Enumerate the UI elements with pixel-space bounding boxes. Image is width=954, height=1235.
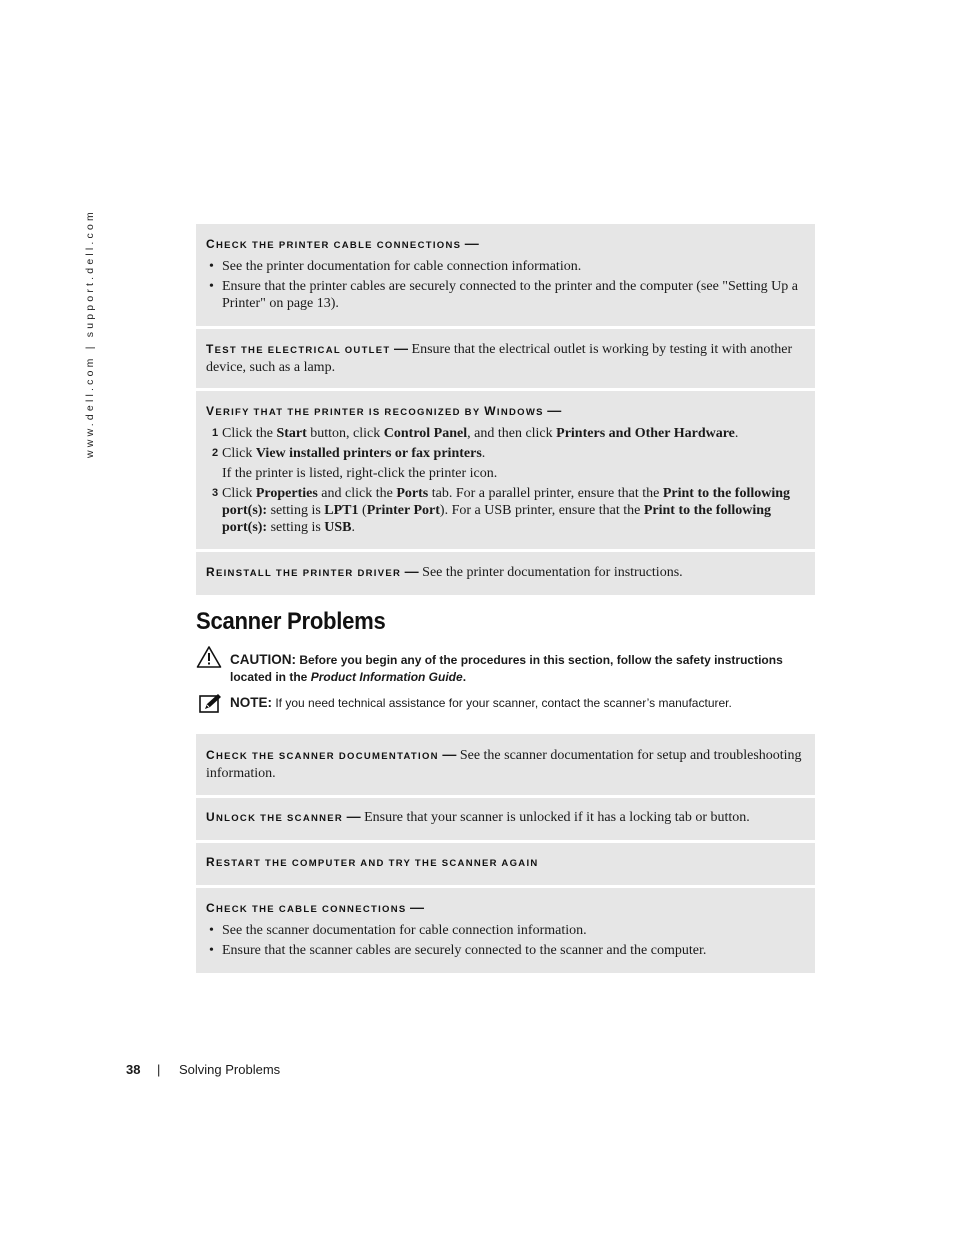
block-text: See the scanner documentation for setup and troubleshooting information.	[206, 748, 802, 781]
footer-title: Solving Problems	[179, 1062, 281, 1077]
block-heading: RESTART THE COMPUTER AND TRY THE SCANNER AGAIN	[206, 855, 539, 869]
list-item: • Ensure that the scanner cables are securely connected to the scanner and the computer.	[206, 942, 805, 959]
step-1: 1 Click the Start button, click Control Panel, and then click Printers and Other Hardware.	[212, 426, 739, 441]
block-heading: UNLOCK THE SCANNER	[206, 810, 344, 824]
block-heading: CHECK THE SCANNER DOCUMENTATION	[206, 748, 439, 762]
restart-scanner-block	[196, 843, 815, 885]
printer-cable-block	[196, 224, 815, 326]
caution-icon	[196, 645, 222, 669]
scanner-cable-block	[196, 888, 815, 973]
block-heading: REINSTALL THE PRINTER DRIVER	[206, 565, 402, 579]
unlock-scanner-block: UNLOCK THE SCANNER — Ensure that your scanner is unlocked if it has a locking tab or button.	[196, 798, 815, 840]
block-text: Ensure that your scanner is unlocked if it has a locking tab or button.	[364, 810, 750, 825]
block-text: See the printer documentation for instructions.	[422, 565, 683, 580]
verify-printer-block	[196, 391, 815, 549]
list-item: • Ensure that the printer cables are securely connected to the printer and the computer (see "Setting Up a Printer" on page 13).	[206, 278, 805, 312]
list-item: • See the printer documentation for cable connection information.	[206, 258, 805, 275]
block-heading: CHECK THE PRINTER CABLE CONNECTIONS —	[206, 235, 479, 251]
page-number: 38	[126, 1062, 141, 1077]
note-pencil-icon	[198, 692, 224, 716]
block-heading: VERIFY THAT THE PRINTER IS RECOGNIZED BY WINDOWS —	[206, 402, 562, 418]
block-heading: CHECK THE CABLE CONNECTIONS —	[206, 899, 425, 915]
step-3: 3 Click Properties and click the Ports tab. For a parallel printer, ensure that the Print to the following port(s): setting is LPT1 (Printer Port). For a USB printer, ensure that the Print to the following port(s): setting is USB.	[212, 486, 791, 535]
electrical-outlet-block: TEST THE ELECTRICAL OUTLET — Ensure that the electrical outlet is working by testing it with another device, such as a lamp.	[196, 329, 815, 388]
caution-label: CAUTION:	[230, 652, 296, 667]
section-title: Scanner Problems	[196, 608, 386, 635]
scanner-doc-block: CHECK THE SCANNER DOCUMENTATION — See the scanner documentation for setup and troubleshooting information.	[196, 734, 815, 795]
step-2-note: If the printer is listed, right-click the printer icon.	[222, 466, 498, 481]
block-heading: TEST THE ELECTRICAL OUTLET	[206, 342, 391, 356]
block-text: Ensure that the electrical outlet is working by testing it with another device, such as a lamp.	[206, 342, 793, 375]
footer-separator: |	[157, 1062, 161, 1077]
list-item: • See the scanner documentation for cable connection information.	[206, 922, 805, 939]
side-url: www.dell.com | support.dell.com	[84, 209, 96, 458]
note-label: NOTE:	[230, 695, 272, 710]
guide-title: Product Information Guide	[310, 670, 463, 684]
step-2: 2 Click View installed printers or fax printers.	[212, 446, 486, 461]
reinstall-driver-block: REINSTALL THE PRINTER DRIVER — See the printer documentation for instructions.	[196, 552, 815, 595]
